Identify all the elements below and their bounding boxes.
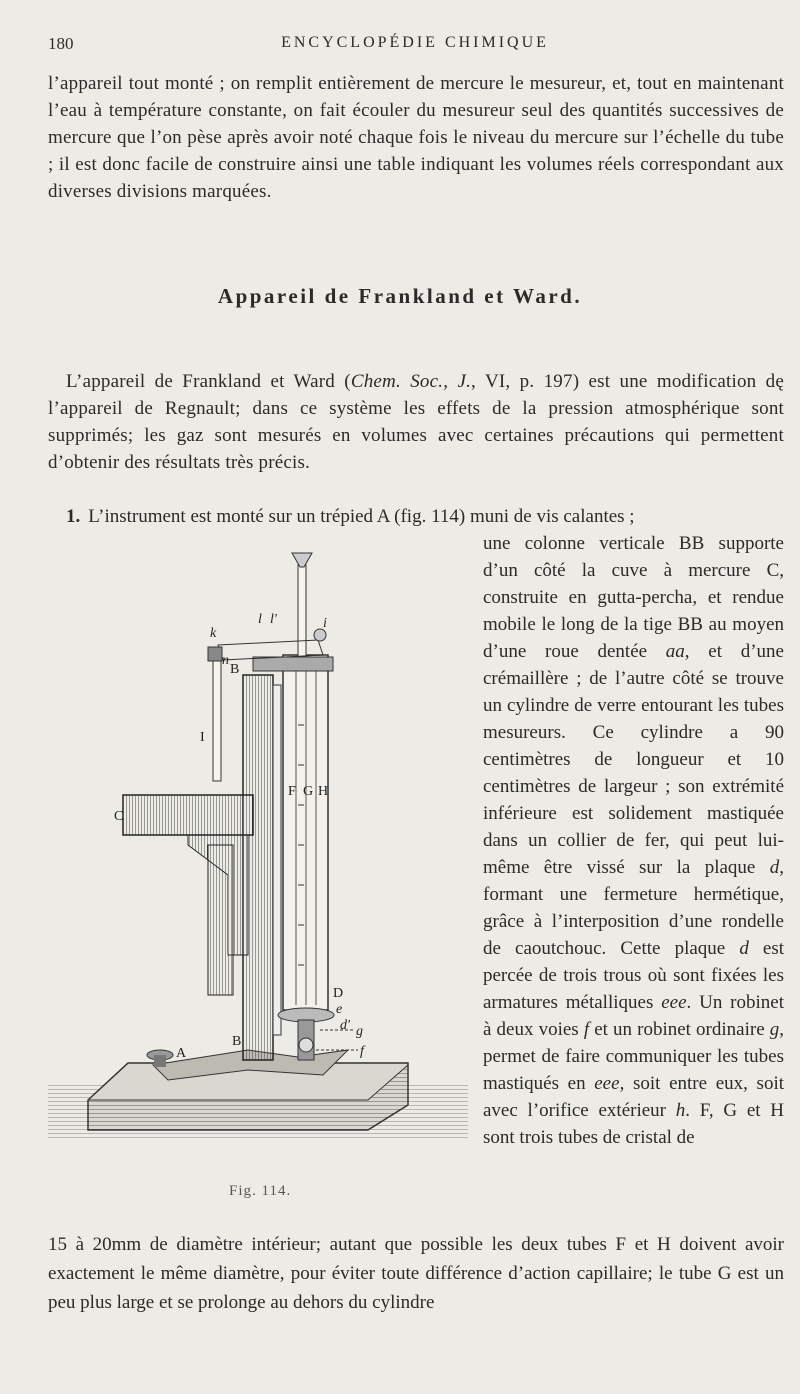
label-g-lower: g — [356, 1024, 363, 1039]
stopcock-f — [299, 1038, 313, 1052]
label-d-lower: d′ — [340, 1018, 351, 1033]
p3-col-e: . Un robinet à deux voies — [483, 992, 784, 1040]
label-f: F — [288, 784, 296, 799]
paragraph-3-continuation: 15 à 20mm de diamètre intérieur; autant que possible les deux tubes F et H doivent avoir exactement le même diamètre, pour éviter toute différence d’action capillaire; le tube G est un peu plus large et se prolonge au dehors du cylindre — [48, 1234, 784, 1313]
label-b-bottom: B — [232, 1034, 242, 1049]
p2-text-after: , VI, p. 197) est une modification dę l’appareil de Regnault; dans ce système les effets de la pression atmosphérique sont supprimés; les gaz sont mesurés en volumes avec certaines précautions qui permettent d’obtenir des résultats très précis. — [48, 371, 784, 473]
p3-first-line-text: L’instrument est monté sur un trépied A (fig. 114) muni de vis calantes ; — [88, 506, 635, 527]
item-number: 1. — [66, 506, 81, 527]
p3-eee1: eee — [661, 992, 687, 1013]
p3-col-c: , formant une fermeture hermétique, grâce à l’interposition d’une rondelle de caoutchouc. Cette plaque — [483, 857, 785, 959]
p3-col-h: , soit entre eux, soit avec l’orifice extérieur — [483, 1073, 784, 1121]
paragraph-3-first-line — [66, 503, 635, 530]
paragraph-1: l’appareil tout monté ; on remplit entièrement de mercure le mesureur, et, tout en maintenant l’eau à température constante, on fait écouler du mesureur seul des quantités successives de mercure que l’on pèse après avoir noté chaque fois le niveau du mercure sur l’échelle du tube ; il est donc facile de construire ainsi une table indiquant les volumes réels correspondant aux diverses divisions marquées. — [48, 73, 784, 202]
label-b-top: B — [230, 662, 240, 677]
p2-text-before: L’appareil de Frankland et Ward ( — [66, 371, 351, 392]
label-k: k — [210, 626, 217, 641]
running-title: ENCYCLOPÉDIE CHIMIQUE — [281, 34, 549, 51]
p2-citation: Chem. Soc., J. — [350, 371, 472, 392]
label-d: D — [333, 986, 344, 1001]
p3-g: g — [769, 1019, 780, 1040]
p3-col-f: et un robinet ordinaire — [594, 1019, 765, 1040]
p3-col-b: , et d’une crémaillère ; de l’autre côté se trouve un cylindre de verre entourant les tubes mesureurs. Ce cylindre a 90 centimètres de longueur et 10 centimètres de largeur ; son extrémité inférieure est solidement mastiquée dans un collier de fer, qui peut lui-même être vissé sur la plaque — [483, 641, 784, 878]
paragraph-3-column — [483, 530, 784, 1151]
label-l: l — [258, 612, 262, 627]
label-e: e — [336, 1002, 343, 1017]
p3-f: f — [583, 1019, 590, 1040]
tube-g — [298, 565, 306, 660]
figure-caption: Fig. 114. — [229, 1183, 292, 1199]
label-n: n — [222, 653, 229, 668]
p3-eee2: eee — [594, 1073, 620, 1094]
label-g: G — [303, 784, 314, 799]
label-i-roman: I — [200, 730, 205, 745]
p3-col-d: est percée de trois trous où sont fixées les armatures métalliques — [483, 938, 785, 1013]
p3-col-i: . F, G et H sont trois tubes de cristal de — [483, 1100, 785, 1148]
section-title: Appareil de Frankland et Ward. — [217, 284, 583, 308]
paragraph-2 — [48, 368, 784, 476]
apparatus-illustration — [48, 545, 470, 1165]
page-header — [48, 34, 782, 58]
p3-col-g: , permet de faire communiquer les tubes mastiqués en — [483, 1019, 784, 1094]
label-f-lower: f — [360, 1044, 364, 1059]
p3-col-a: une colonne verticale BB supporte d’un côté la cuve à mercure C, construite en gutta-percha, et rendue mobile le long de la tige BB au moyen d’une roue dentée — [483, 533, 784, 662]
p3-aa: aa — [665, 641, 685, 662]
mercury-trough-c — [123, 795, 253, 835]
funnel — [292, 553, 312, 567]
label-h: H — [318, 784, 329, 799]
figure-114 — [48, 545, 470, 1165]
label-c: C — [114, 809, 124, 824]
label-a: A — [176, 1046, 187, 1061]
p3-d1: d — [769, 857, 780, 878]
p3-d2: d — [739, 938, 749, 959]
label-l-prime: l′ — [270, 612, 277, 627]
p3-h: h — [675, 1100, 686, 1121]
label-i: i — [323, 616, 327, 631]
page-number: 180 — [48, 34, 74, 53]
